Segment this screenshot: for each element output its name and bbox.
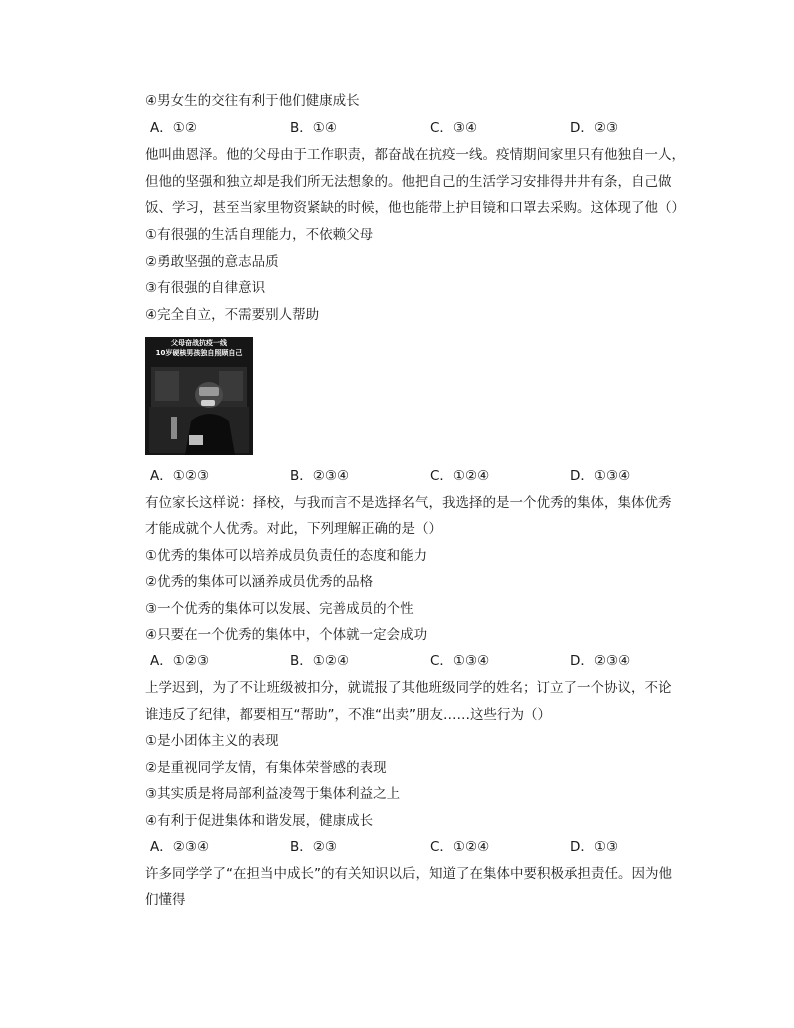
option-c: C．①②④ [430,468,490,484]
option-a: A．②③④ [150,839,210,855]
q4-stem-line-1: 许多同学学了“在担当中成长”的有关知识以后，知道了在集体中要积极承担责任。因为他 [145,866,672,882]
q1-stem-line-1: 他叫曲恩泽。他的父母由于工作职责，都奋战在抗疫一线。疫情期间家里只有他独自一人， [145,147,685,163]
option-c: C．③④ [430,120,478,136]
option-b: B．①②④ [290,653,350,669]
q1-stem-line-2: 但他的坚强和独立却是我们所无法想象的。他把自己的生活学习安排得井井有条，自己做 [145,174,672,190]
q2-item-4: ④只要在一个优秀的集体中，个体就一定会成功 [145,627,428,643]
option-d: D．①③④ [570,468,631,484]
option-c: C．①③④ [430,653,490,669]
q2-item-1: ①优秀的集体可以培养成员负责任的态度和能力 [145,548,428,564]
option-b: B．②③④ [290,468,350,484]
q3-options [150,838,670,856]
q3-stem-line-1: 上学迟到，为了不让班级被扣分，就谎报了其他班级同学的姓名；订立了一个协议，不论 [145,680,672,696]
option-a: A．①②③ [150,468,210,484]
option-a: A．①②③ [150,653,210,669]
photo-caption-line-1: 父母奋战抗疫一线 [171,339,227,347]
q3-item-1: ①是小团体主义的表现 [145,733,279,749]
q1-item-2: ②勇敢坚强的意志品质 [145,254,279,270]
option-c: C．①②④ [430,839,490,855]
q2-stem-line-2: 才能成就个人优秀。对此，下列理解正确的是（） [145,521,442,537]
q4-stem-line-2: 们懂得 [145,892,186,908]
q2-item-2: ②优秀的集体可以涵养成员优秀的品格 [145,574,374,590]
news-photo [145,337,253,455]
photo-caption-line-2: 10岁硬核男孩独自照顾自己 [155,349,243,357]
option-d: D．②③ [570,120,619,136]
q2-stem-line-1: 有位家长这样说：择校，与我而言不是选择名气，我选择的是一个优秀的集体，集体优秀 [145,495,672,511]
option-a: A．①② [150,120,197,136]
prev-options [150,119,670,137]
q1-item-3: ③有很强的自律意识 [145,280,266,296]
option-b: B．②③ [290,839,337,855]
q3-item-3: ③其实质是将局部利益凌驾于集体利益之上 [145,786,401,802]
q1-options [150,467,670,485]
q3-item-4: ④有利于促进集体和谐发展，健康成长 [145,813,374,829]
option-b: B．①④ [290,120,337,136]
q3-stem-line-2: 谁违反了纪律，都要相互“帮助”，不准“出卖”朋友……这些行为（） [145,707,551,723]
q1-stem-line-3: 饭、学习，甚至当家里物资紧缺的时候，他也能带上护目镜和口罩去采购。这体现了他（） [145,200,685,216]
option-d: D．①③ [570,839,619,855]
option-d: D．②③④ [570,653,631,669]
q1-item-4: ④完全自立，不需要别人帮助 [145,307,320,323]
q3-item-2: ②是重视同学友情，有集体荣誉感的表现 [145,760,387,776]
q2-options [150,652,670,670]
prev-item-4: ④男女生的交往有利于他们健康成长 [145,93,360,109]
q1-item-1: ①有很强的生活自理能力，不依赖父母 [145,227,374,243]
q2-item-3: ③一个优秀的集体可以发展、完善成员的个性 [145,601,414,617]
